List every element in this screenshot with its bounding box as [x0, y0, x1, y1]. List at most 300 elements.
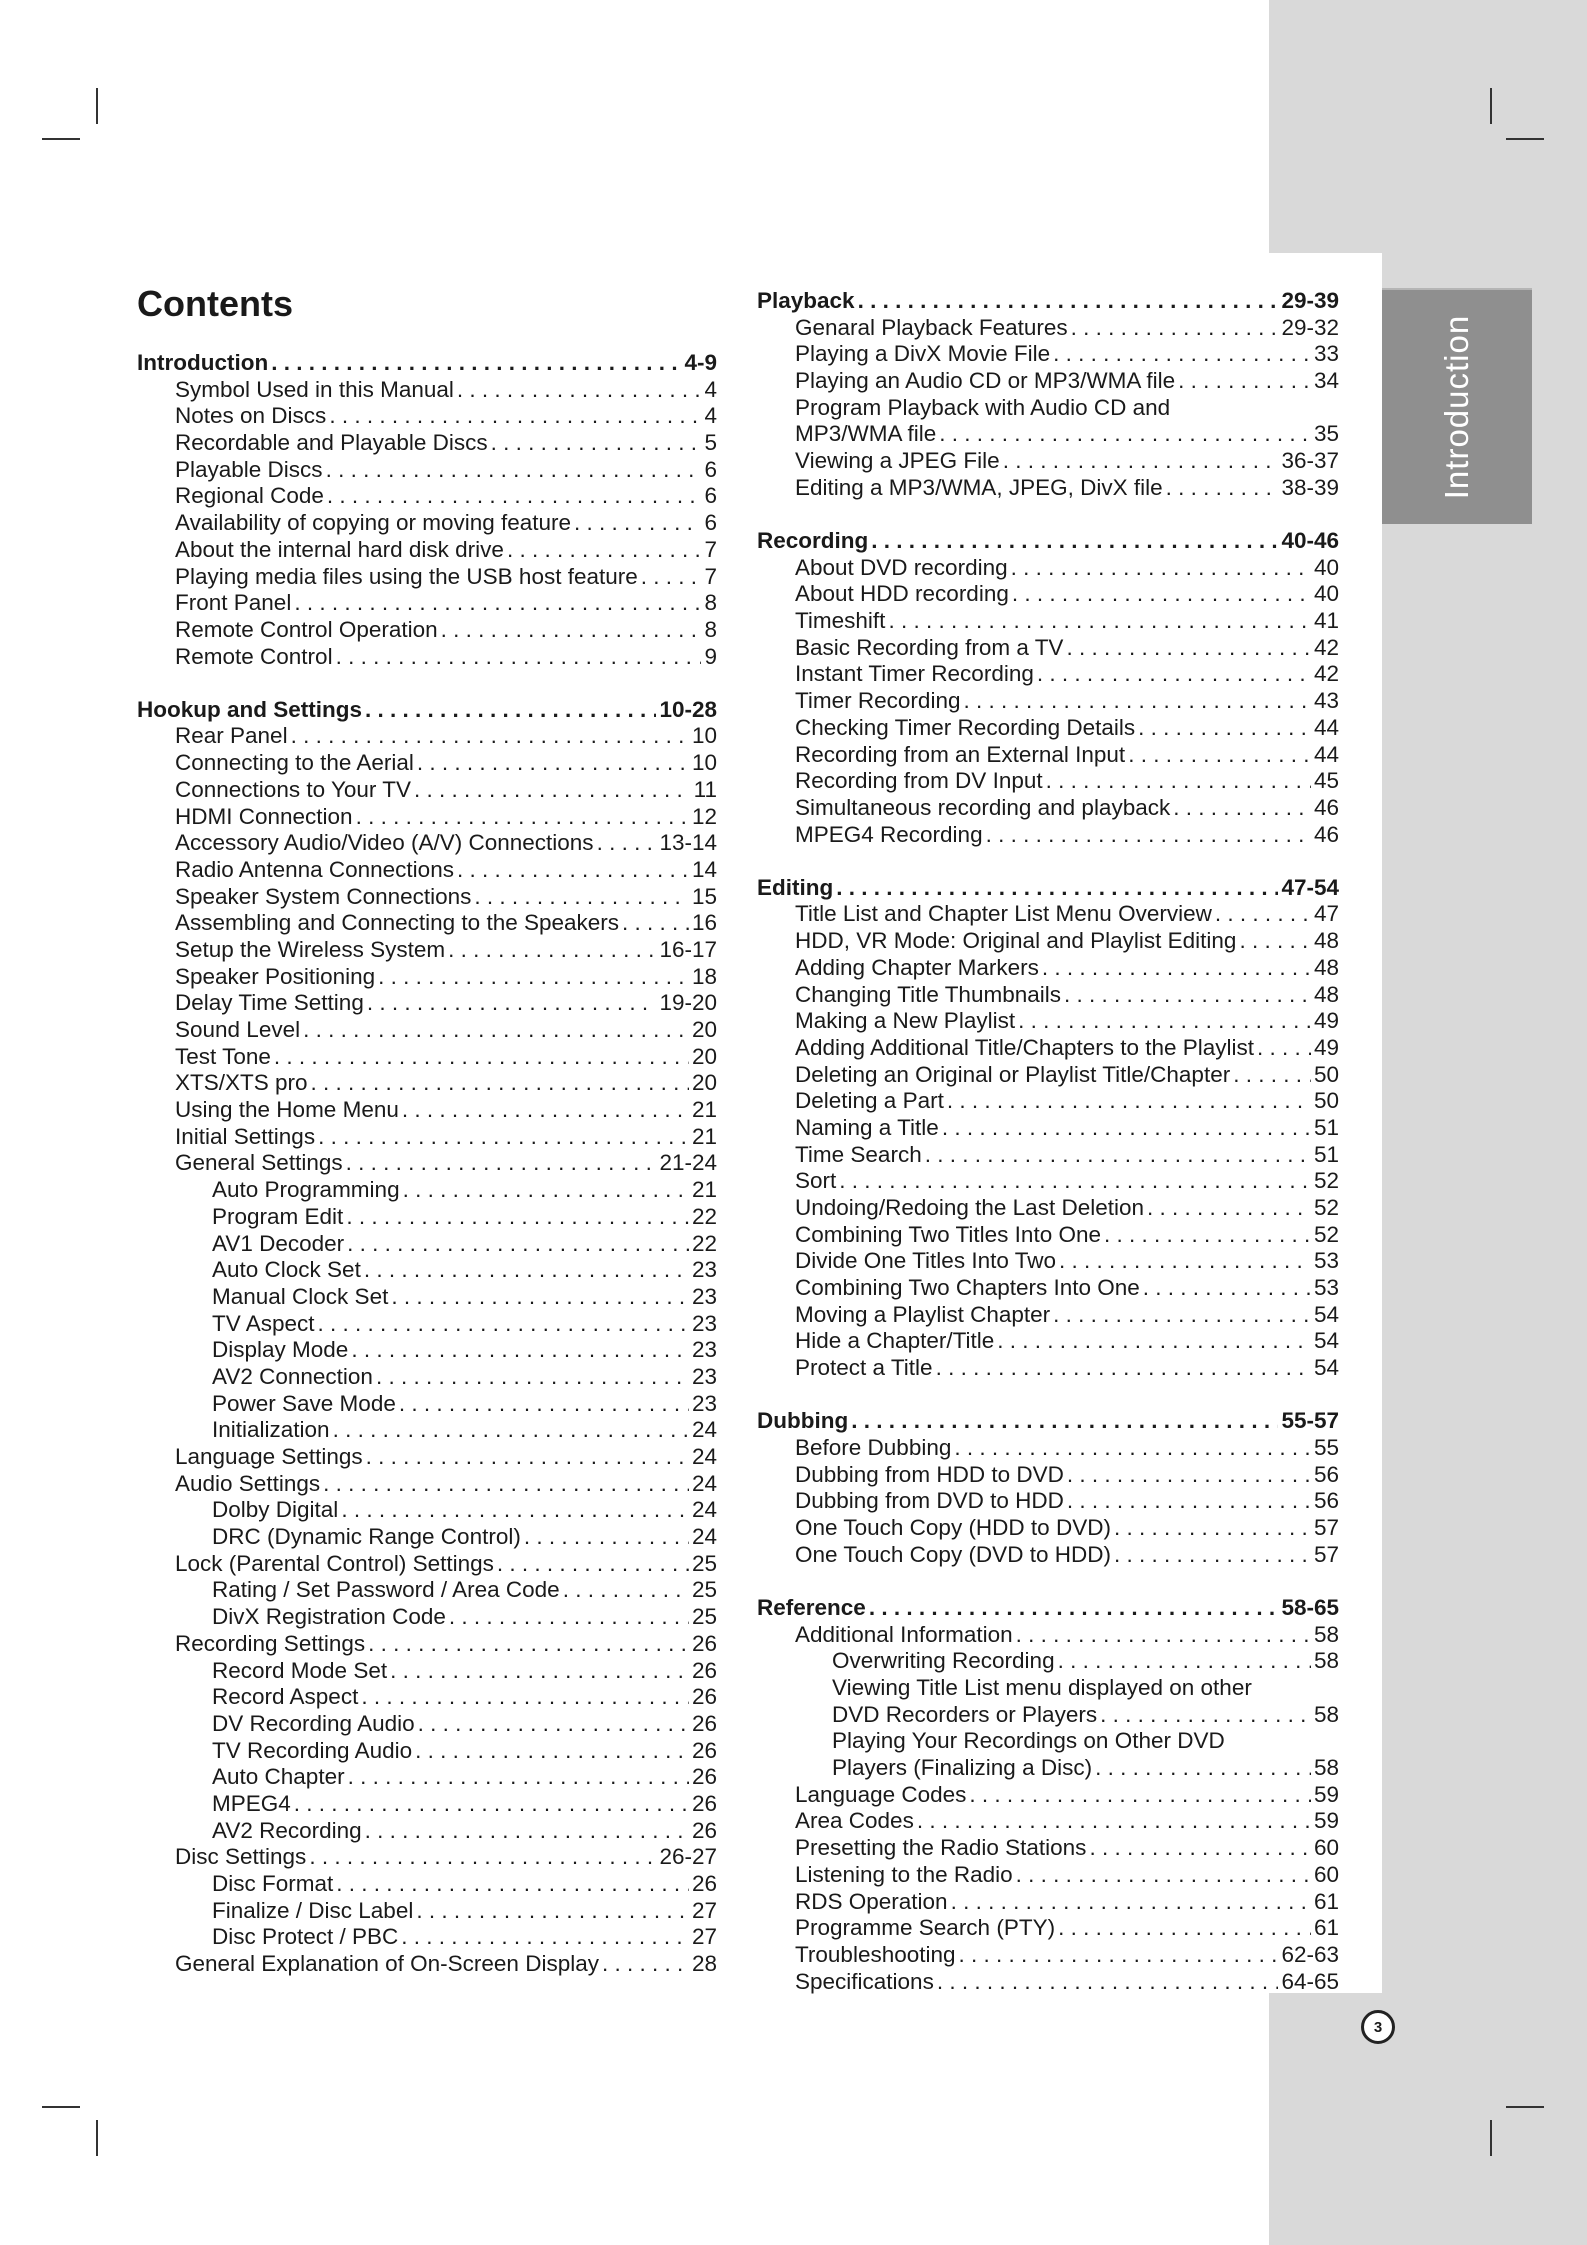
- toc-section: [757, 528, 1339, 848]
- toc-entry-page: 24: [691, 1497, 717, 1523]
- toc-entry-title: One Touch Copy (HDD to DVD): [795, 1515, 1111, 1541]
- toc-entry-page: 42: [1313, 634, 1339, 660]
- toc-entry-page: 6: [704, 483, 717, 509]
- toc-entry-page: 23: [691, 1363, 717, 1389]
- toc-entry[interactable]: [137, 964, 717, 991]
- toc-entry[interactable]: [757, 742, 1339, 769]
- toc-entry[interactable]: [137, 510, 717, 537]
- toc-entry[interactable]: [757, 1835, 1339, 1862]
- toc-entry-title: Adding Additional Title/Chapters to the Playlist: [795, 1034, 1255, 1060]
- toc-entry-title: Listening to the Radio: [795, 1861, 1013, 1887]
- toc-entry[interactable]: [137, 1070, 717, 1097]
- dot-leader: [474, 884, 689, 911]
- toc-heading-title: Reference: [757, 1594, 866, 1620]
- dot-leader: [368, 1631, 689, 1658]
- toc-section-heading[interactable]: [137, 350, 717, 377]
- toc-section-heading[interactable]: [757, 1595, 1339, 1622]
- dot-leader: [274, 1044, 689, 1071]
- dot-leader: [1053, 341, 1311, 368]
- toc-entry-title: Connections to Your TV: [175, 776, 411, 802]
- toc-entry[interactable]: [757, 1488, 1339, 1515]
- toc-entry-title: Initialization: [212, 1417, 330, 1443]
- toc-entry-page: 60: [1313, 1861, 1339, 1887]
- dot-leader: [1058, 1915, 1311, 1942]
- toc-entry-title: Symbol Used in this Manual: [175, 376, 454, 402]
- dot-leader: [366, 1444, 689, 1471]
- toc-entry[interactable]: [137, 483, 717, 510]
- toc-entry-page: 46: [1313, 794, 1339, 820]
- dot-leader: [457, 377, 702, 404]
- toc-entry-page: 19-20: [659, 990, 717, 1016]
- toc-entry[interactable]: [757, 1515, 1339, 1542]
- toc-entry-title: Recording from an External Input: [795, 741, 1126, 767]
- toc-section-heading[interactable]: [757, 1408, 1339, 1435]
- toc-entry[interactable]: [757, 795, 1339, 822]
- dot-leader: [942, 1115, 1311, 1142]
- toc-entry-title: Accessory Audio/Video (A/V) Connections: [175, 830, 594, 856]
- toc-entry-title: DRC (Dynamic Range Control): [212, 1524, 521, 1550]
- toc-entry-title: Area Codes: [795, 1808, 914, 1834]
- toc-entry[interactable]: [757, 1088, 1339, 1115]
- dot-leader: [1089, 1835, 1311, 1862]
- toc-entry-title: Checking Timer Recording Details: [795, 714, 1136, 740]
- toc-entry[interactable]: [137, 564, 717, 591]
- toc-section-heading[interactable]: [757, 528, 1339, 555]
- toc-entry-page: 50: [1313, 1088, 1339, 1114]
- toc-entry-title: Connecting to the Aerial: [175, 750, 414, 776]
- toc-entry[interactable]: [757, 688, 1339, 715]
- crop-mark: [42, 138, 80, 140]
- toc-entry-title: Combining Two Chapters Into One: [795, 1275, 1140, 1301]
- toc-entry-page: 47: [1313, 901, 1339, 927]
- toc-entry-title: Overwriting Recording: [832, 1648, 1055, 1674]
- toc-entry[interactable]: [137, 857, 717, 884]
- dot-leader: [347, 1231, 689, 1258]
- toc-entry[interactable]: [137, 750, 717, 777]
- toc-entry-page: 10: [691, 750, 717, 776]
- toc-entry-page: 23: [691, 1283, 717, 1309]
- dot-leader: [416, 1898, 689, 1925]
- toc-entry-page: 44: [1313, 741, 1339, 767]
- crop-mark: [1490, 88, 1492, 124]
- toc-heading-pages: 58-65: [1281, 1594, 1339, 1620]
- toc-entry-title: Viewing Title List menu displayed on other: [832, 1675, 1252, 1700]
- toc-entry-title: Playing a DivX Movie File: [795, 341, 1051, 367]
- toc-entry[interactable]: [137, 804, 717, 831]
- toc-entry-page: 4: [704, 376, 717, 402]
- toc-entry[interactable]: [757, 1275, 1339, 1302]
- toc-entry[interactable]: [757, 822, 1339, 849]
- toc-entry-title: Protect a Title: [795, 1355, 933, 1381]
- dot-leader: [346, 1204, 689, 1231]
- toc-entry[interactable]: [757, 608, 1339, 635]
- dot-leader: [415, 1738, 689, 1765]
- toc-entry-title: Disc Settings: [175, 1844, 307, 1870]
- toc-entry[interactable]: [757, 715, 1339, 742]
- toc-entry-title: TV Recording Audio: [212, 1737, 413, 1763]
- toc-entry-page: 7: [704, 563, 717, 589]
- toc-entry[interactable]: [757, 1328, 1339, 1355]
- toc-entry[interactable]: [757, 1195, 1339, 1222]
- toc-entry[interactable]: [137, 537, 717, 564]
- toc-entry[interactable]: [757, 1862, 1339, 1889]
- toc-entry[interactable]: [137, 1924, 717, 1951]
- toc-entry-title: Recording from DV Input: [795, 768, 1043, 794]
- toc-entry-page: 16: [691, 910, 717, 936]
- toc-entry[interactable]: [137, 1658, 717, 1685]
- dot-leader: [939, 421, 1311, 448]
- dot-leader: [333, 1417, 689, 1444]
- toc-section: [757, 1595, 1339, 1995]
- toc-entry[interactable]: [757, 1302, 1339, 1329]
- toc-entry[interactable]: [137, 617, 717, 644]
- toc-entry[interactable]: [137, 1257, 717, 1284]
- toc-entry-page: 4: [704, 403, 717, 429]
- dot-leader: [294, 590, 701, 617]
- toc-entry[interactable]: [757, 1808, 1339, 1835]
- dot-leader: [417, 750, 689, 777]
- toc-entry[interactable]: [137, 937, 717, 964]
- dot-leader: [947, 1088, 1311, 1115]
- toc-entry-title: Language Codes: [795, 1781, 967, 1807]
- toc-entry-title: Dubbing from DVD to HDD: [795, 1488, 1064, 1514]
- toc-entry-page: 22: [691, 1230, 717, 1256]
- dot-leader: [399, 1391, 689, 1418]
- toc-entry[interactable]: [137, 403, 717, 430]
- toc-entry-title: Divide One Titles Into Two: [795, 1248, 1056, 1274]
- toc-entry[interactable]: [137, 910, 717, 937]
- toc-entry-page: 28: [691, 1951, 717, 1977]
- toc-entry[interactable]: [137, 1577, 717, 1604]
- toc-entry[interactable]: [757, 1435, 1339, 1462]
- dot-leader: [959, 1942, 1279, 1969]
- toc-entry-page: 26: [691, 1657, 717, 1683]
- section-tab-label: Introduction: [1438, 314, 1475, 500]
- toc-entry[interactable]: [137, 1444, 717, 1471]
- toc-entry-title: AV2 Recording: [212, 1817, 362, 1843]
- dot-leader: [365, 697, 656, 724]
- toc-entry[interactable]: [137, 1604, 717, 1631]
- dot-leader: [954, 1435, 1311, 1462]
- toc-entry[interactable]: [137, 1017, 717, 1044]
- toc-entry-title: Regional Code: [175, 483, 324, 509]
- toc-entry[interactable]: [137, 1524, 717, 1551]
- toc-entry-title: Players (Finalizing a Disc): [832, 1755, 1093, 1781]
- toc-entry-title: About DVD recording: [795, 554, 1008, 580]
- toc-entry[interactable]: [137, 1417, 717, 1444]
- toc-entry-page: 57: [1313, 1541, 1339, 1567]
- toc-entry-page: 36-37: [1281, 448, 1339, 474]
- toc-entry-page: 24: [691, 1470, 717, 1496]
- toc-entry[interactable]: [757, 1222, 1339, 1249]
- toc-entry-title: Instant Timer Recording: [795, 661, 1034, 687]
- dot-leader: [1058, 1648, 1311, 1675]
- toc-entry-title: Speaker System Connections: [175, 883, 472, 909]
- toc-entry[interactable]: [757, 1675, 1339, 1702]
- toc-entry[interactable]: [757, 1542, 1339, 1569]
- toc-entry-title: Playable Discs: [175, 456, 323, 482]
- toc-entry-title: Deleting an Original or Playlist Title/Chapter: [795, 1061, 1231, 1087]
- toc-entry[interactable]: [137, 1711, 717, 1738]
- dot-leader: [1071, 315, 1279, 342]
- toc-heading-pages: 40-46: [1281, 528, 1339, 553]
- toc-entry-page: 15: [691, 883, 717, 909]
- toc-entry[interactable]: [137, 1044, 717, 1071]
- dot-leader: [356, 804, 689, 831]
- dot-leader: [402, 1097, 689, 1124]
- toc-entry[interactable]: [137, 1097, 717, 1124]
- toc-entry-page: 12: [691, 803, 717, 829]
- toc-entry-title: Sort: [795, 1168, 837, 1194]
- toc-entry[interactable]: [757, 341, 1339, 368]
- toc-entry-title: Record Aspect: [212, 1684, 359, 1710]
- toc-entry-title: Assembling and Connecting to the Speakers: [175, 910, 620, 936]
- toc-entry[interactable]: [757, 1755, 1339, 1782]
- toc-entry[interactable]: [137, 830, 717, 857]
- toc-entry[interactable]: [137, 644, 717, 671]
- dot-leader: [449, 1604, 689, 1631]
- dot-leader: [497, 1551, 689, 1578]
- toc-entry-title: Remote Control Operation: [175, 616, 438, 642]
- toc-entry[interactable]: [137, 1471, 717, 1498]
- toc-entry-title: Adding Chapter Markers: [795, 954, 1039, 980]
- toc-entry[interactable]: [137, 1631, 717, 1658]
- dot-leader: [622, 910, 689, 937]
- toc-entry-title: MP3/WMA file: [795, 421, 937, 447]
- dot-leader: [309, 1844, 656, 1871]
- toc-entry[interactable]: [757, 1142, 1339, 1169]
- toc-entry-page: 16-17: [659, 936, 717, 962]
- dot-leader: [348, 1764, 689, 1791]
- dot-leader: [1104, 1222, 1311, 1249]
- toc-entry-title: Auto Clock Set: [212, 1257, 361, 1283]
- toc-entry[interactable]: [757, 421, 1339, 448]
- toc-section-heading[interactable]: [757, 288, 1339, 315]
- toc-entry[interactable]: [137, 1391, 717, 1418]
- toc-entry-page: 22: [691, 1203, 717, 1229]
- dot-leader: [1011, 555, 1311, 582]
- toc-section: [757, 875, 1339, 1382]
- dot-leader: [1016, 1622, 1311, 1649]
- toc-section-heading[interactable]: [137, 697, 717, 724]
- toc-entry-title: Timer Recording: [795, 688, 961, 714]
- toc-entry[interactable]: [137, 590, 717, 617]
- toc-entry-title: General Settings: [175, 1150, 343, 1176]
- page-number: 3: [1361, 2010, 1395, 2044]
- toc-entry[interactable]: [137, 1951, 717, 1978]
- toc-entry[interactable]: [137, 1497, 717, 1524]
- dot-leader: [318, 1124, 689, 1151]
- toc-entry[interactable]: [137, 377, 717, 404]
- toc-entry[interactable]: [757, 1648, 1339, 1675]
- toc-entry-title: AV2 Connection: [212, 1363, 373, 1389]
- toc-entry[interactable]: [757, 1702, 1339, 1729]
- toc-entry[interactable]: [757, 661, 1339, 688]
- toc-entry[interactable]: [757, 1728, 1339, 1755]
- toc-entry[interactable]: [137, 1177, 717, 1204]
- toc-entry-page: 5: [704, 430, 717, 456]
- dot-leader: [401, 1924, 689, 1951]
- dot-leader: [997, 1328, 1311, 1355]
- toc-entry-page: 26: [691, 1817, 717, 1843]
- dot-leader: [507, 537, 702, 564]
- dot-leader: [291, 723, 689, 750]
- toc-entry[interactable]: [137, 1124, 717, 1151]
- toc-entry[interactable]: [757, 982, 1339, 1009]
- toc-entry-page: 24: [691, 1524, 717, 1550]
- toc-entry-title: Program Edit: [212, 1203, 344, 1229]
- toc-entry-title: Initial Settings: [175, 1123, 316, 1149]
- dot-leader: [378, 964, 689, 991]
- dot-leader: [1003, 448, 1279, 475]
- toc-entry-page: 23: [691, 1310, 717, 1336]
- toc-entry[interactable]: [137, 1898, 717, 1925]
- toc-entry[interactable]: [757, 1622, 1339, 1649]
- toc-entry[interactable]: [137, 1818, 717, 1845]
- toc-entry[interactable]: [757, 448, 1339, 475]
- toc-entry[interactable]: [757, 315, 1339, 342]
- dot-leader: [888, 608, 1311, 635]
- toc-entry-page: 45: [1313, 768, 1339, 794]
- crop-mark: [1490, 2120, 1492, 2156]
- toc-entry-page: 52: [1313, 1168, 1339, 1194]
- dot-leader: [858, 288, 1279, 315]
- toc-entry[interactable]: [757, 1115, 1339, 1142]
- toc-entry[interactable]: [137, 1150, 717, 1177]
- toc-entry[interactable]: [757, 1355, 1339, 1382]
- dot-leader: [1064, 982, 1311, 1009]
- toc-entry[interactable]: [137, 1284, 717, 1311]
- toc-entry[interactable]: [137, 430, 717, 457]
- dot-leader: [1059, 1248, 1311, 1275]
- toc-entry-page: 26: [691, 1710, 717, 1736]
- toc-entry[interactable]: [757, 928, 1339, 955]
- toc-entry[interactable]: [137, 990, 717, 1017]
- dot-leader: [602, 1951, 689, 1978]
- toc-entry[interactable]: [137, 1231, 717, 1258]
- toc-entry[interactable]: [757, 368, 1339, 395]
- toc-entry-title: Rating / Set Password / Area Code: [212, 1577, 560, 1603]
- toc-entry[interactable]: [757, 395, 1339, 422]
- toc-entry-page: 24: [691, 1417, 717, 1443]
- toc-entry[interactable]: [757, 581, 1339, 608]
- toc-entry-page: 24: [691, 1444, 717, 1469]
- toc-entry[interactable]: [137, 1684, 717, 1711]
- toc-entry[interactable]: [757, 1168, 1339, 1195]
- toc-entry[interactable]: [757, 1462, 1339, 1489]
- dot-leader: [367, 990, 657, 1017]
- toc-heading-title: Dubbing: [757, 1408, 849, 1434]
- toc-entry-title: XTS/XTS pro: [175, 1070, 308, 1096]
- dot-leader: [1114, 1542, 1311, 1569]
- toc-entry-page: 42: [1313, 661, 1339, 687]
- toc-entry[interactable]: [137, 457, 717, 484]
- toc-entry-page: 59: [1313, 1808, 1339, 1834]
- toc-entry[interactable]: [137, 1364, 717, 1391]
- toc-entry[interactable]: [137, 1764, 717, 1791]
- dot-leader: [574, 510, 701, 537]
- toc-entry-page: 51: [1313, 1141, 1339, 1167]
- toc-entry[interactable]: [137, 1551, 717, 1578]
- toc-entry-page: 8: [704, 616, 717, 642]
- dot-leader: [951, 1889, 1311, 1916]
- toc-entry[interactable]: [757, 955, 1339, 982]
- toc-entry-page: 52: [1313, 1221, 1339, 1247]
- dot-leader: [403, 1177, 689, 1204]
- toc-entry-title: Title List and Chapter List Menu Overview: [795, 901, 1212, 927]
- toc-entry-page: 34: [1313, 368, 1339, 394]
- toc-entry[interactable]: [757, 768, 1339, 795]
- toc-section-heading[interactable]: [757, 875, 1339, 902]
- toc-entry-title: About the internal hard disk drive: [175, 536, 504, 562]
- dot-leader: [294, 1791, 689, 1818]
- toc-entry-title: TV Aspect: [212, 1310, 315, 1336]
- toc-entry[interactable]: [137, 1871, 717, 1898]
- dot-leader: [1066, 635, 1311, 662]
- toc-entry[interactable]: [137, 777, 717, 804]
- dot-leader: [937, 1969, 1279, 1996]
- toc-entry[interactable]: [757, 1008, 1339, 1035]
- toc-entry-page: 46: [1313, 821, 1339, 847]
- dot-leader: [327, 483, 702, 510]
- toc-heading-title: Editing: [757, 874, 834, 900]
- toc-entry[interactable]: [757, 1782, 1339, 1809]
- toc-entry[interactable]: [757, 555, 1339, 582]
- dot-leader: [414, 777, 691, 804]
- toc-entry[interactable]: [757, 901, 1339, 928]
- toc-entry-page: 21: [691, 1123, 717, 1149]
- toc-entry[interactable]: [757, 635, 1339, 662]
- toc-entry[interactable]: [757, 1062, 1339, 1089]
- toc-entry-title: Recordable and Playable Discs: [175, 430, 488, 456]
- toc-entry[interactable]: [757, 1035, 1339, 1062]
- dot-leader: [346, 1150, 657, 1177]
- toc-entry[interactable]: [137, 723, 717, 750]
- crop-mark: [96, 2120, 98, 2156]
- dot-leader: [365, 1818, 689, 1845]
- toc-entry[interactable]: [137, 1311, 717, 1338]
- crop-mark: [1506, 138, 1544, 140]
- dot-leader: [1143, 1275, 1311, 1302]
- toc-entry-title: Programme Search (PTY): [795, 1915, 1056, 1941]
- toc-entry[interactable]: [757, 1915, 1339, 1942]
- toc-entry-page: 48: [1313, 954, 1339, 980]
- dot-leader: [1046, 768, 1311, 795]
- toc-entry-page: 59: [1313, 1781, 1339, 1807]
- toc-entry[interactable]: [137, 1844, 717, 1871]
- toc-entry-page: 58: [1313, 1621, 1339, 1647]
- dot-leader: [376, 1364, 689, 1391]
- toc-entry[interactable]: [757, 1942, 1339, 1969]
- toc-entry[interactable]: [137, 1204, 717, 1231]
- toc-entry-title: One Touch Copy (DVD to HDD): [795, 1541, 1111, 1567]
- toc-heading-title: Introduction: [137, 350, 269, 375]
- toc-entry[interactable]: [137, 1337, 717, 1364]
- toc-entry-title: Manual Clock Set: [212, 1283, 389, 1309]
- toc-entry[interactable]: [137, 884, 717, 911]
- toc-entry-title: Disc Format: [212, 1871, 334, 1896]
- toc-entry[interactable]: [137, 1738, 717, 1765]
- toc-entry-title: Viewing a JPEG File: [795, 448, 1000, 474]
- dot-leader: [303, 1017, 689, 1044]
- toc-entry[interactable]: [757, 475, 1339, 502]
- dot-leader: [871, 528, 1278, 555]
- toc-entry-page: 56: [1313, 1461, 1339, 1487]
- toc-entry[interactable]: [757, 1969, 1339, 1996]
- toc-entry[interactable]: [757, 1889, 1339, 1916]
- toc-entry[interactable]: [137, 1791, 717, 1818]
- toc-entry[interactable]: [757, 1248, 1339, 1275]
